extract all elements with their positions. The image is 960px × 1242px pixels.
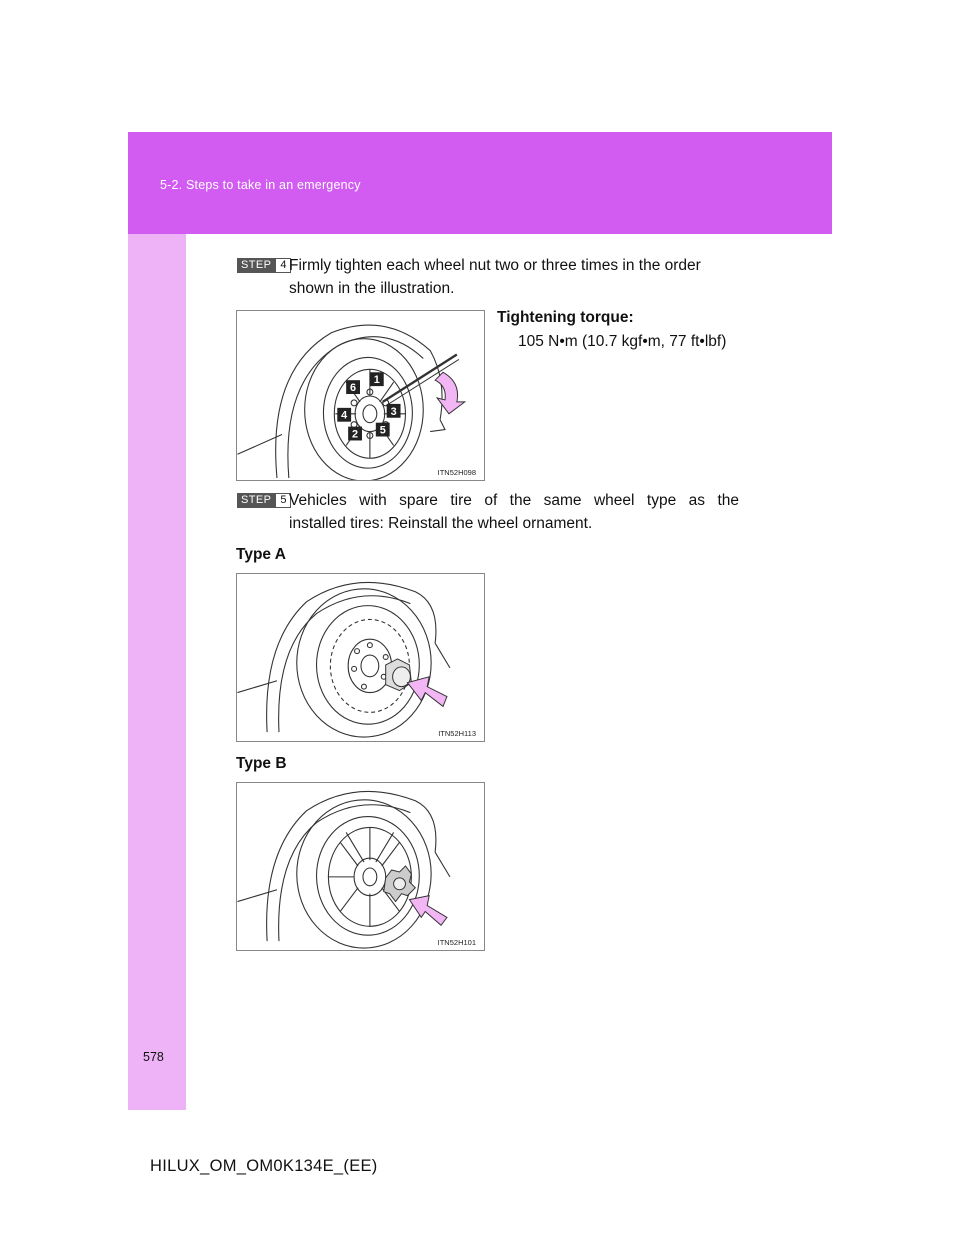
nut-order-3: 3 [390, 405, 397, 418]
figure-code: ITN52H098 [437, 468, 476, 477]
section-title: 5-2. Steps to take in an emergency [160, 178, 361, 192]
step-5-badge [237, 493, 291, 508]
figure-code: ITN52H101 [437, 938, 476, 947]
footer-code: HILUX_OM_OM0K134E_(EE) [150, 1157, 378, 1175]
step-4-line-1: Firmly tighten each wheel nut two or three times in the order [289, 257, 701, 274]
wheel-nut-order-figure [236, 310, 485, 481]
step-4-line-2: shown in the illustration. [289, 280, 455, 297]
type-a-label: Type A [236, 546, 286, 563]
figure-code: ITN52H113 [438, 729, 476, 738]
type-b-label: Type B [236, 755, 287, 772]
side-band [128, 234, 186, 1110]
nut-order-6: 6 [350, 382, 357, 395]
step-badge-number: 4 [275, 258, 291, 273]
step-5-line-2: installed tires: Reinstall the wheel ornament. [289, 515, 593, 532]
torque-value: 105 N•m (10.7 kgf•m, 77 ft•lbf) [518, 333, 727, 350]
nut-order-1: 1 [373, 374, 380, 387]
type-b-figure [236, 782, 485, 951]
type-a-ornament-illustration [237, 574, 484, 741]
wheel-nut-order-illustration [237, 311, 484, 480]
nut-order-5: 5 [379, 424, 386, 437]
step-badge-number: 5 [275, 493, 291, 508]
step-badge-label: STEP [237, 258, 275, 273]
step-5-line-1: Vehicles with spare tire of the same wheel type as the [289, 492, 739, 509]
page-number: 578 [143, 1050, 164, 1064]
type-a-figure [236, 573, 485, 742]
torque-heading: Tightening torque: [497, 309, 634, 326]
step-badge-label: STEP [237, 493, 275, 508]
nut-order-4: 4 [341, 409, 348, 422]
nut-order-2: 2 [352, 428, 359, 441]
step-4-badge [237, 258, 291, 273]
type-b-ornament-illustration [237, 783, 484, 950]
